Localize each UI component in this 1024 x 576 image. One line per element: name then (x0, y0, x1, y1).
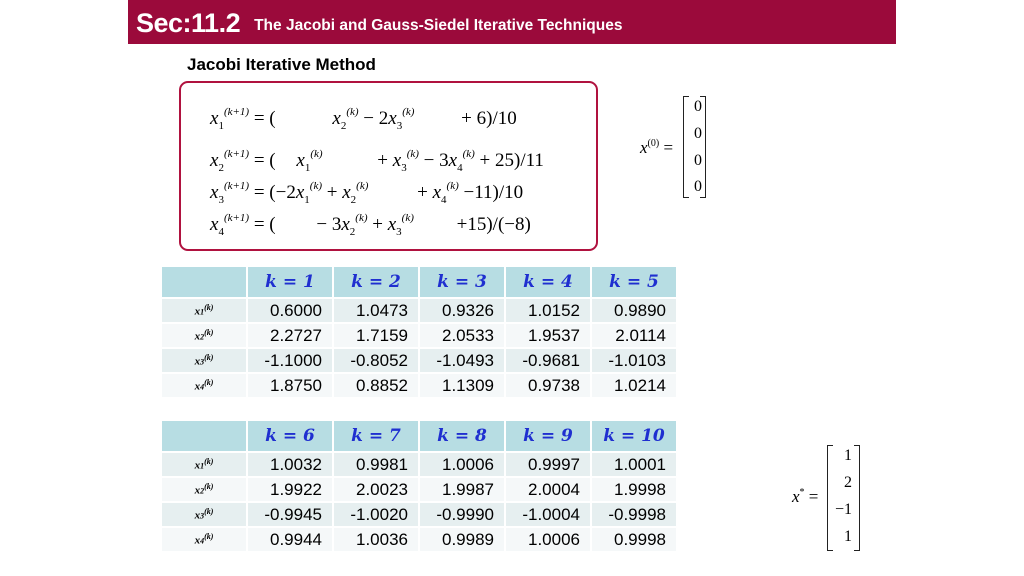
column-header: k = 4 (505, 267, 591, 298)
vector-entry: 0 (694, 152, 702, 169)
table-row (162, 373, 677, 397)
equation-2: $x_2^{(k+1)}$ = ( $x_1^{(k)} + x_3^{(k)} - 3x_4^{(k)} + 25)/11$ (210, 148, 544, 174)
table-row (162, 323, 677, 348)
cell: 2.0533 (419, 323, 505, 348)
equation-1: $x_1^{(k+1)}$ = ( $x_2^{(k)} - 2x_3^{(k)} + 6)/10$ (210, 106, 517, 132)
cell: 1.0006 (419, 452, 505, 477)
cell: 1.0152 (505, 298, 591, 323)
cell: 1.0032 (247, 452, 333, 477)
row-label: x2$^{(k)}$ (162, 477, 247, 502)
cell: 0.9981 (333, 452, 419, 477)
cell: 2.0114 (591, 323, 677, 348)
right-bracket (854, 445, 860, 551)
column-header: k = 2 (333, 267, 419, 298)
cell: 1.9537 (505, 323, 591, 348)
vector-entry: −1 (834, 501, 852, 518)
iteration-table-2 (162, 421, 678, 551)
row-label: x4$^{(k)}$ (162, 373, 247, 397)
vector-entry: 1 (844, 447, 852, 464)
row-label: x2$^{(k)}$ (162, 323, 247, 348)
cell: -0.9945 (247, 502, 333, 527)
table-row (162, 502, 677, 527)
cell: 1.0036 (333, 527, 419, 551)
cell: 0.9989 (419, 527, 505, 551)
row-label: x3$^{(k)}$ (162, 502, 247, 527)
cell: -1.1000 (247, 348, 333, 373)
cell: -0.9998 (591, 502, 677, 527)
column-header: k = 9 (505, 421, 591, 452)
cell: -0.9681 (505, 348, 591, 373)
cell: 1.1309 (419, 373, 505, 397)
table-row (162, 527, 677, 551)
column-header: k = 6 (247, 421, 333, 452)
slide-subtitle: Jacobi Iterative Method (187, 55, 376, 74)
equation-4: $x_4^{(k+1)}$ = ( − $3x_2^{(k)} + x_3^{(k)} +15)/(-8)$ (210, 212, 531, 238)
cell: 0.6000 (247, 298, 333, 323)
cell: 1.0001 (591, 452, 677, 477)
cell: 1.8750 (247, 373, 333, 397)
vector-entry: 1 (844, 528, 852, 545)
table-row (162, 298, 677, 323)
iteration-table-1 (162, 267, 678, 397)
cell: -1.0004 (505, 502, 591, 527)
vector-entry: 2 (844, 474, 852, 491)
column-header: k = 10 (591, 421, 677, 452)
row-label: x4$^{(k)}$ (162, 527, 247, 551)
cell: -1.0020 (333, 502, 419, 527)
cell: 1.9922 (247, 477, 333, 502)
section-banner (128, 0, 896, 44)
row-label: x1$^{(k)}$ (162, 298, 247, 323)
table-row (162, 452, 677, 477)
section-number: Sec:11.2 (136, 8, 241, 38)
cell: 2.2727 (247, 323, 333, 348)
cell: 0.9326 (419, 298, 505, 323)
corner-cell (162, 421, 247, 452)
cell: 1.7159 (333, 323, 419, 348)
column-header: k = 3 (419, 267, 505, 298)
cell: 1.9987 (419, 477, 505, 502)
table-row (162, 477, 677, 502)
vector-entry: 0 (694, 178, 702, 195)
cell: 0.9890 (591, 298, 677, 323)
cell: -1.0493 (419, 348, 505, 373)
cell: -1.0103 (591, 348, 677, 373)
cell: 0.9998 (591, 527, 677, 551)
equation-3: $x_3^{(k+1)} = (-2x_1^{(k)} + x_2^{(k)} + x_4^{(k)} -11)/10$ (210, 180, 524, 206)
cell: 0.9944 (247, 527, 333, 551)
column-header: k = 5 (591, 267, 677, 298)
cell: 2.0004 (505, 477, 591, 502)
column-header: k = 7 (333, 421, 419, 452)
cell: 1.9998 (591, 477, 677, 502)
vector-entry: 0 (694, 98, 702, 115)
table-row (162, 348, 677, 373)
cell: 1.0214 (591, 373, 677, 397)
cell: 1.0006 (505, 527, 591, 551)
cell: 0.8852 (333, 373, 419, 397)
cell: 2.0023 (333, 477, 419, 502)
cell: 1.0473 (333, 298, 419, 323)
initial-vector-label: $x^{(0)}$ = (640, 138, 674, 157)
cell: 0.9738 (505, 373, 591, 397)
vector-entry: 0 (694, 125, 702, 142)
corner-cell (162, 267, 247, 298)
column-header: k = 1 (247, 267, 333, 298)
column-header: k = 8 (419, 421, 505, 452)
cell: -0.9990 (419, 502, 505, 527)
solution-vector-label: x* = (792, 487, 819, 506)
cell: -0.8052 (333, 348, 419, 373)
row-label: x1$^{(k)}$ (162, 452, 247, 477)
cell: 0.9997 (505, 452, 591, 477)
section-title: The Jacobi and Gauss-Siedel Iterative Techniques (254, 17, 623, 34)
row-label: x3$^{(k)}$ (162, 348, 247, 373)
